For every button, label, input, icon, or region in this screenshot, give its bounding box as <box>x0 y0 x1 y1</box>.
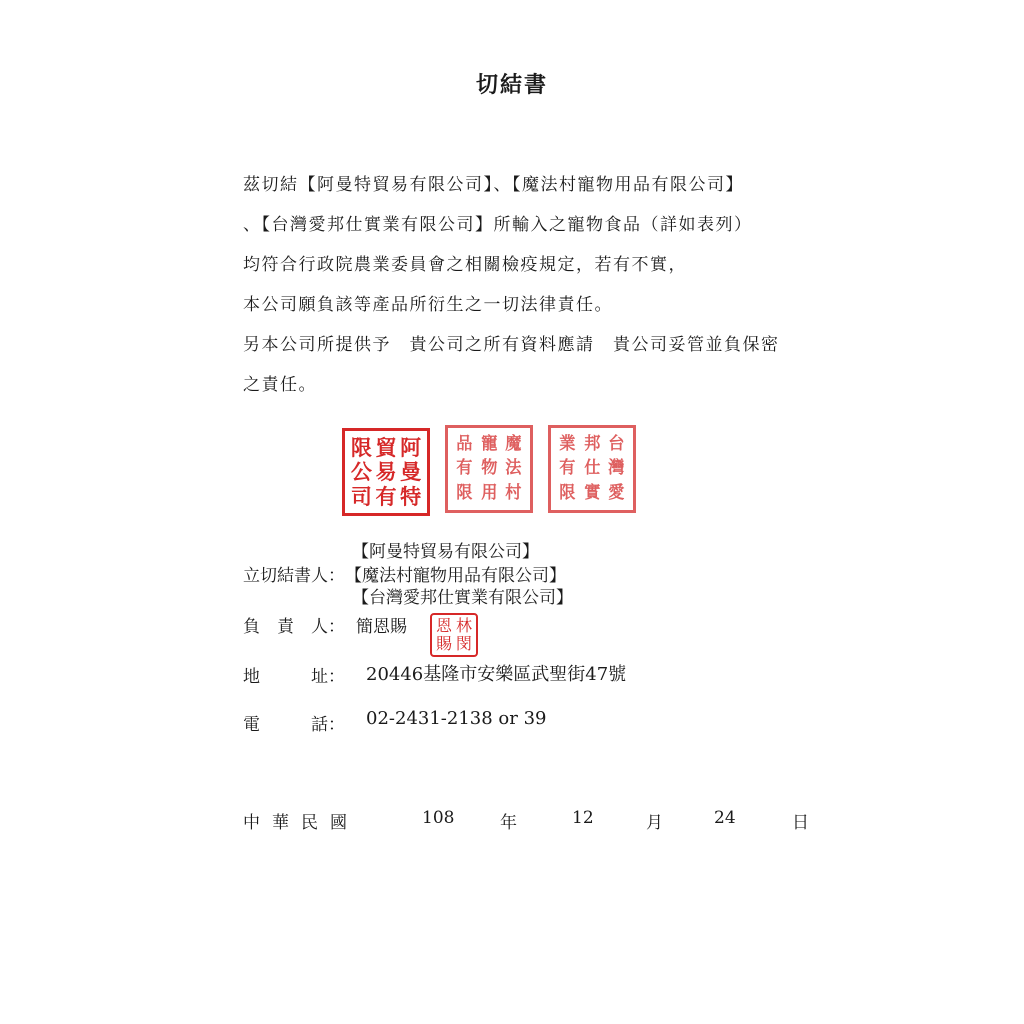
date-month-label: 月 <box>646 813 663 833</box>
statement-line-2: 、【台灣愛邦仕實業有限公司】所輸入之寵物食品（詳如表列） <box>243 215 753 235</box>
statement-line-5: 另本公司所提供予 貴公司之所有資料應請 貴公司妥管並負保密 <box>243 335 780 355</box>
date-year: 108 <box>422 808 455 828</box>
address-value: 20446基隆市安樂區武聖街47號 <box>366 664 627 685</box>
company-seal-taiwan-abs: 台 灣 愛 邦 仕 實 業 有 限 <box>548 425 636 513</box>
phone-label: 電 話： <box>243 715 345 735</box>
responsible-label: 負 責 人： <box>243 617 345 637</box>
date-era: 中華民國 <box>243 813 359 833</box>
statement-line-6: 之責任。 <box>243 375 317 395</box>
responsible-name: 簡恩賜 <box>356 617 407 637</box>
personal-seal: 林 閔 恩 賜 <box>430 613 478 657</box>
signer-label: 立切結書人： <box>243 566 345 586</box>
company-seal-amante: 阿 曼 特 貿 易 有 限 公 司 <box>342 428 430 516</box>
signer-company-1: 【阿曼特貿易有限公司】 <box>352 542 539 562</box>
address-label: 地 址： <box>243 667 345 687</box>
company-seal-magic-village: 魔 法 村 寵 物 用 品 有 限 <box>445 425 533 513</box>
statement-line-3: 均符合行政院農業委員會之相關檢疫規定，若有不實， <box>243 255 687 275</box>
signer-company-2: 【魔法村寵物用品有限公司】 <box>345 566 566 586</box>
date-month: 12 <box>572 808 594 828</box>
date-day-label: 日 <box>792 813 809 833</box>
statement-line-4: 本公司願負該等產品所衍生之一切法律責任。 <box>243 295 613 315</box>
document-title: 切結書 <box>475 72 548 98</box>
date-day: 24 <box>714 808 736 828</box>
statement-line-1: 茲切結【阿曼特貿易有限公司】、【魔法村寵物用品有限公司】 <box>243 175 744 195</box>
phone-value: 02-2431-2138 or 39 <box>366 708 547 729</box>
date-year-label: 年 <box>500 813 517 833</box>
signer-company-3: 【台灣愛邦仕實業有限公司】 <box>352 588 573 608</box>
